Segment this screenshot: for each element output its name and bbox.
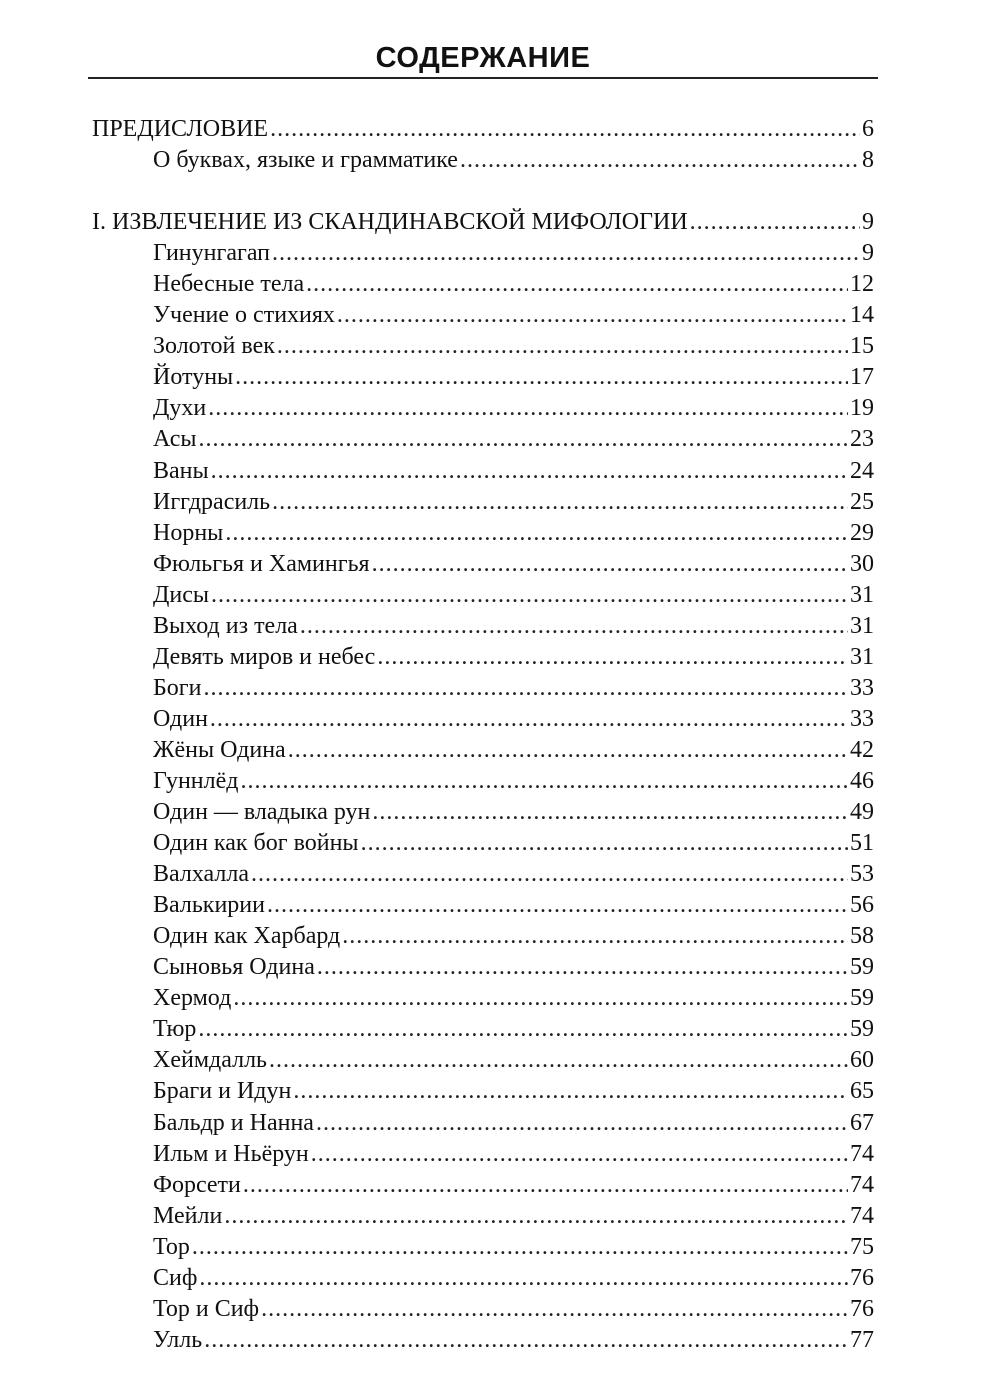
- toc-entry-title: Боги: [153, 675, 202, 701]
- toc-page-number: 24: [850, 458, 874, 484]
- toc-entry-title: Дисы: [153, 582, 209, 608]
- toc-entry-title: Тор: [153, 1234, 190, 1260]
- toc-entry: [153, 828, 874, 859]
- toc-entry-title: Тюр: [153, 1016, 197, 1042]
- toc-entry-title: Бальдр и Нанна: [153, 1110, 314, 1136]
- toc-entry-title: Духи: [153, 395, 207, 421]
- toc-entry-title: Улль: [153, 1327, 203, 1353]
- toc-entry: [153, 424, 874, 455]
- dot-leader: [317, 952, 848, 983]
- toc-entry-title: Йотуны: [153, 364, 234, 390]
- toc-entry-title: Один как Харбард: [153, 923, 341, 949]
- toc-entry: [153, 1014, 874, 1045]
- toc-entry: [153, 362, 874, 393]
- dot-leader: [316, 1108, 848, 1139]
- toc-page-number: 76: [850, 1296, 874, 1322]
- dot-leader: [211, 456, 848, 487]
- dot-leader: [306, 269, 848, 300]
- dot-leader: [208, 393, 848, 424]
- dot-leader: [198, 1014, 848, 1045]
- toc-page-number: 65: [850, 1078, 874, 1104]
- dot-leader: [270, 114, 860, 145]
- toc-page-number: 33: [850, 675, 874, 701]
- dot-leader: [210, 704, 848, 735]
- toc-page-number: 25: [850, 489, 874, 515]
- toc-entry: [153, 983, 874, 1014]
- dot-leader: [372, 797, 848, 828]
- toc-entry: [153, 145, 874, 176]
- toc-entry-title: Фюльгья и Хамингья: [153, 551, 370, 577]
- toc-entry: [153, 549, 874, 580]
- toc-entry: [153, 1076, 874, 1107]
- toc-entry: [153, 766, 874, 797]
- toc-page-number: 31: [850, 644, 874, 670]
- toc-entry: [153, 797, 874, 828]
- toc-entry-title: Валхалла: [153, 861, 249, 887]
- toc-entry: [153, 300, 874, 331]
- toc-entry-title: Норны: [153, 520, 224, 546]
- toc-entry-title: Учение о стихиях: [153, 302, 335, 328]
- toc-entry: [153, 393, 874, 424]
- toc-entry: [153, 890, 874, 921]
- toc-entry-title: Хермод: [153, 985, 232, 1011]
- toc-entry-title: Золотой век: [153, 333, 275, 359]
- toc-entry: [153, 735, 874, 766]
- toc-entry: [153, 952, 874, 983]
- toc-page-number: 49: [850, 799, 874, 825]
- toc-page-number: 9: [862, 209, 874, 235]
- toc-page-number: 15: [850, 333, 874, 359]
- dot-leader: [269, 1045, 848, 1076]
- toc-page-number: 74: [850, 1141, 874, 1167]
- dot-leader: [277, 331, 848, 362]
- toc-entry-title: Небесные тела: [153, 271, 305, 297]
- dot-leader: [342, 921, 848, 952]
- toc-page-number: 60: [850, 1047, 874, 1073]
- toc-entry-title: Тор и Сиф: [153, 1296, 260, 1322]
- dot-leader: [377, 642, 848, 673]
- toc-page-number: 8: [862, 147, 874, 173]
- toc-entry-title: Иггдрасиль: [153, 489, 271, 515]
- toc-entry: [153, 1170, 874, 1201]
- toc-entry: [153, 1108, 874, 1139]
- toc-entry-title: Один как бог войны: [153, 830, 359, 856]
- toc-page-number: 74: [850, 1203, 874, 1229]
- dot-leader: [272, 238, 860, 269]
- dot-leader: [199, 424, 848, 455]
- dot-leader: [372, 549, 848, 580]
- toc-entry-title: Гинунгагап: [153, 240, 271, 266]
- toc-entry: [153, 487, 874, 518]
- toc-entry-title: Гуннлёд: [153, 768, 239, 794]
- toc-page-number: 29: [850, 520, 874, 546]
- toc-page-number: 74: [850, 1172, 874, 1198]
- toc-section-entry: [92, 207, 874, 238]
- dot-leader: [199, 1263, 848, 1294]
- toc-page-number: 67: [850, 1110, 874, 1136]
- toc-entry: [153, 456, 874, 487]
- toc-entry-title: Сиф: [153, 1265, 198, 1291]
- toc-page-number: 51: [850, 830, 874, 856]
- dot-leader: [224, 1201, 848, 1232]
- toc-entry-title: Один: [153, 706, 208, 732]
- dot-leader: [241, 766, 849, 797]
- toc-page-number: 56: [850, 892, 874, 918]
- toc-entry: [153, 238, 874, 269]
- toc-entry-title: О буквах, языке и грамматике: [153, 147, 458, 173]
- toc-entry-title: Ваны: [153, 458, 209, 484]
- toc-page-number: 42: [850, 737, 874, 763]
- toc-entry-title: Сыновья Одина: [153, 954, 315, 980]
- dot-leader: [204, 1325, 848, 1356]
- toc-entry-title: Выход из тела: [153, 613, 298, 639]
- toc-entry: [153, 331, 874, 362]
- toc-entry: [153, 673, 874, 704]
- toc-entry-title: Хеймдалль: [153, 1047, 267, 1073]
- toc-entry-title: Форсети: [153, 1172, 241, 1198]
- toc-page-number: 30: [850, 551, 874, 577]
- toc-entry-title: Мейли: [153, 1203, 223, 1229]
- dot-leader: [251, 859, 848, 890]
- dot-leader: [293, 1076, 848, 1107]
- toc-entry: [153, 1045, 874, 1076]
- toc-entry: [153, 580, 874, 611]
- toc-page-number: 23: [850, 426, 874, 452]
- toc-entry: [153, 921, 874, 952]
- dot-leader: [311, 1139, 848, 1170]
- dot-leader: [225, 518, 848, 549]
- dot-leader: [300, 611, 848, 642]
- toc-entry-title: Один — владыка рун: [153, 799, 371, 825]
- toc-page-number: 59: [850, 985, 874, 1011]
- toc-entry-title: Жёны Одина: [153, 737, 286, 763]
- toc-page-number: 53: [850, 861, 874, 887]
- dot-leader: [211, 580, 848, 611]
- dot-leader: [192, 1232, 848, 1263]
- toc-entry-title: I. ИЗВЛЕЧЕНИЕ ИЗ СКАНДИНАВСКОЙ МИФОЛОГИИ: [92, 209, 688, 235]
- dot-leader: [272, 487, 848, 518]
- toc-page-number: 17: [850, 364, 874, 390]
- toc-entry: [153, 1325, 874, 1356]
- toc-page-number: 9: [862, 240, 874, 266]
- dot-leader: [243, 1170, 848, 1201]
- toc-entry: [153, 611, 874, 642]
- toc-section-entry: [92, 114, 874, 145]
- toc-entry-title: Браги и Идун: [153, 1078, 292, 1104]
- toc-entry: [153, 859, 874, 890]
- page-title: СОДЕРЖАНИЕ: [375, 42, 591, 74]
- toc-page-number: 6: [862, 116, 874, 142]
- toc-page-number: 31: [850, 613, 874, 639]
- dot-leader: [235, 362, 848, 393]
- dot-leader: [288, 735, 848, 766]
- toc-page-number: 14: [850, 302, 874, 328]
- toc-entry-title: Асы: [153, 426, 197, 452]
- toc-entry-title: ПРЕДИСЛОВИЕ: [92, 116, 269, 142]
- toc-page-number: 12: [850, 271, 874, 297]
- dot-leader: [361, 828, 848, 859]
- toc-entry-title: Девять миров и небес: [153, 644, 376, 670]
- dot-leader: [233, 983, 848, 1014]
- toc-page-number: 19: [850, 395, 874, 421]
- toc-entry-title: Ильм и Ньёрун: [153, 1141, 309, 1167]
- dot-leader: [261, 1294, 848, 1325]
- toc-entry: [153, 269, 874, 300]
- dot-leader: [690, 207, 860, 238]
- dot-leader: [460, 145, 860, 176]
- toc-entry: [153, 1201, 874, 1232]
- toc-page-number: 33: [850, 706, 874, 732]
- toc-page-number: 59: [850, 1016, 874, 1042]
- toc-page-number: 77: [850, 1327, 874, 1353]
- toc-page-number: 76: [850, 1265, 874, 1291]
- toc-entry: [153, 518, 874, 549]
- dot-leader: [203, 673, 848, 704]
- dot-leader: [337, 300, 848, 331]
- toc-entry: [153, 1232, 874, 1263]
- toc-page-number: 75: [850, 1234, 874, 1260]
- toc-page-number: 46: [850, 768, 874, 794]
- toc-entry: [153, 1139, 874, 1170]
- toc-entry: [153, 1294, 874, 1325]
- toc-page-number: 31: [850, 582, 874, 608]
- toc-page-number: 58: [850, 923, 874, 949]
- toc-entry: [153, 1263, 874, 1294]
- toc-entry: [153, 642, 874, 673]
- toc-entry-title: Валькирии: [153, 892, 265, 918]
- toc-entry: [153, 704, 874, 735]
- toc-page-number: 59: [850, 954, 874, 980]
- dot-leader: [267, 890, 848, 921]
